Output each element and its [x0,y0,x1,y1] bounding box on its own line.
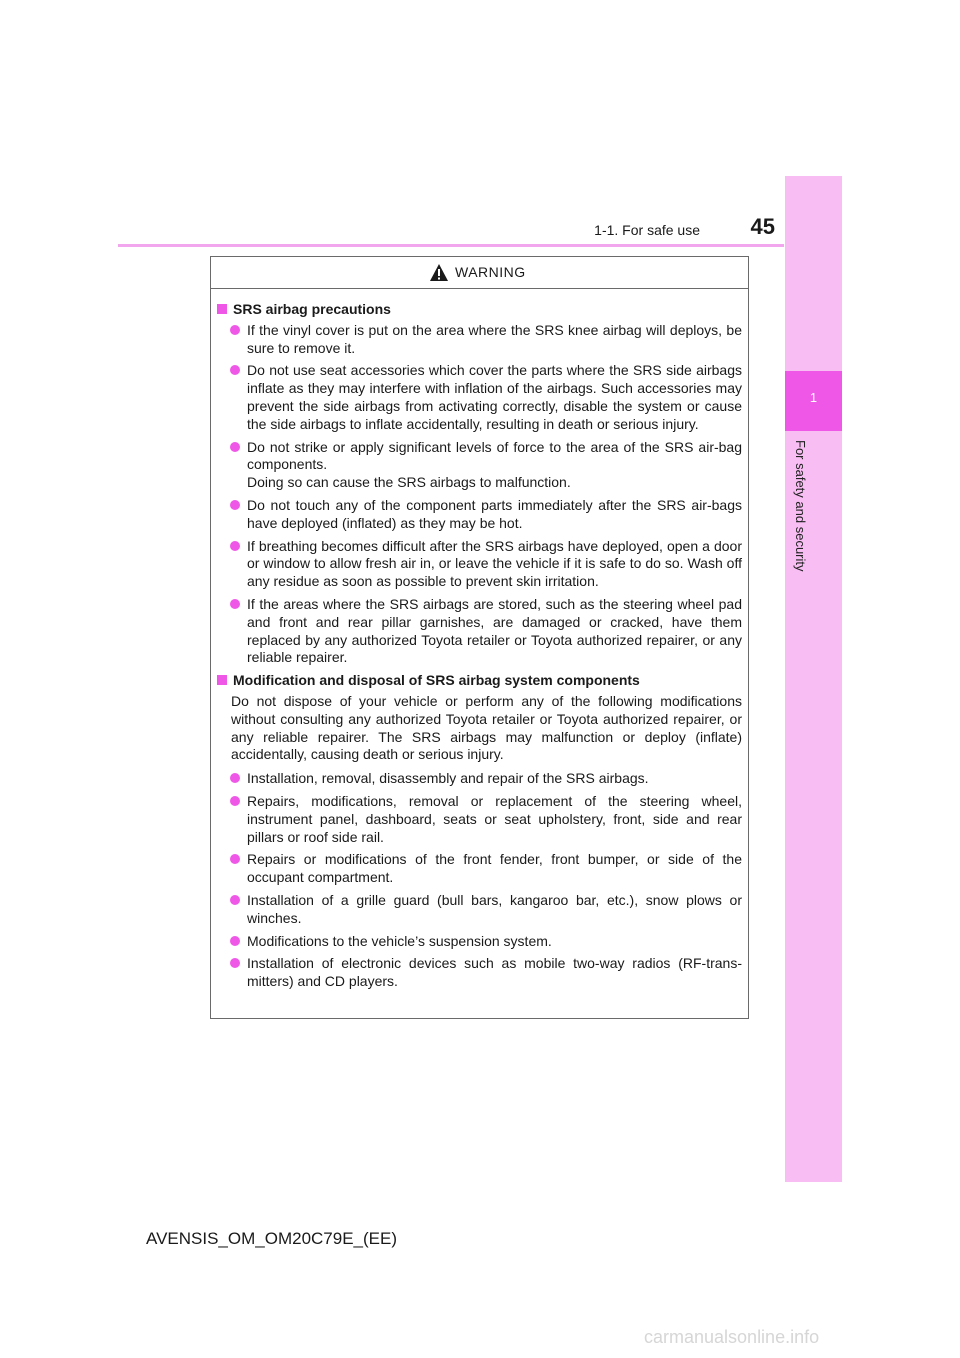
section-paragraph: Do not dispose of your vehicle or perform any of the following modifications without consulting any authorized Toyota retailer or Toyota authorized repairer, or any reliable repairer. The SRS airbags may malfunction or deploy (inflate) accidentally, causing death or serious injury. [231,692,742,763]
list-item: Do not touch any of the component parts immediately after the SRS air-bags have deployed (inflated) as they may be hot. [222,497,742,533]
list-item: Installation of a grille guard (bull bars, kangaroo bar, etc.), snow plows or winches. [222,892,742,928]
header-rule [118,244,784,247]
warning-header [211,257,748,289]
square-bullet-icon [217,675,227,685]
circle-bullet-icon [230,958,240,968]
list-item: Do not strike or apply significant levels of force to the area of the SRS air-bag components. Doing so can cause the SRS airbags to malfunction. [222,439,742,492]
list-item: Installation, removal, disassembly and repair of the SRS airbags. [222,770,742,788]
side-tab [785,176,842,1182]
circle-bullet-icon [230,936,240,946]
circle-bullet-icon [230,325,240,335]
side-tab-label: For safety and security [793,440,808,572]
circle-bullet-icon [230,796,240,806]
circle-bullet-icon [230,442,240,452]
warning-body [211,289,748,991]
circle-bullet-icon [230,365,240,375]
list-item: If breathing becomes difficult after the SRS airbags have deployed, open a door or window to allow fresh air in, or leave the vehicle if it is safe to do so. Wash off any residue as soon as possible to prevent skin irritation. [222,538,742,591]
circle-bullet-icon [230,599,240,609]
section-heading: Modification and disposal of SRS airbag system components [217,672,742,690]
circle-bullet-icon [230,500,240,510]
circle-bullet-icon [230,854,240,864]
warning-icon [429,263,449,282]
page-number: 45 [750,214,775,239]
circle-bullet-icon [230,895,240,905]
document-code: AVENSIS_OM_OM20C79E_(EE) [146,1229,397,1248]
watermark: carmanualsonline.info [644,1327,820,1347]
circle-bullet-icon [230,541,240,551]
list-item: If the areas where the SRS airbags are stored, such as the steering wheel pad and front and rear pillar garnishes, are damaged or cracked, have them replaced by any authorized Toyota retailer or Toyota authorized repairer, or any reliable repairer. [222,596,742,667]
list-item: Installation of electronic devices such as mobile two-way radios (RF-trans-mitters) and CD players. [222,955,742,991]
list-item: Repairs, modifications, removal or replacement of the steering wheel, instrument panel, dashboard, seats or seat upholstery, front, side and rear pillars or roof side rail. [222,793,742,846]
list-item: If the vinyl cover is put on the area where the SRS knee airbag will deploys, be sure to remove it. [222,322,742,358]
side-tab-number: 1 [809,390,818,405]
section-title: 1-1. For safe use [594,222,700,238]
list-item: Modifications to the vehicle’s suspension system. [222,933,742,951]
list-item: Repairs or modifications of the front fender, front bumper, or side of the occupant compartment. [222,851,742,887]
list-item: Do not use seat accessories which cover the parts where the SRS side airbags inflate as they may interfere with inflation of the airbags. Such accessories may prevent the side airbags from activating correctly, disable the system or cause the side airbags to inflate accidentally, resulting in death or serious injury. [222,362,742,433]
warning-label: WARNING [455,264,526,280]
circle-bullet-icon [230,773,240,783]
warning-box [210,256,749,1019]
square-bullet-icon [217,304,227,314]
section-heading: SRS airbag precautions [217,301,742,319]
